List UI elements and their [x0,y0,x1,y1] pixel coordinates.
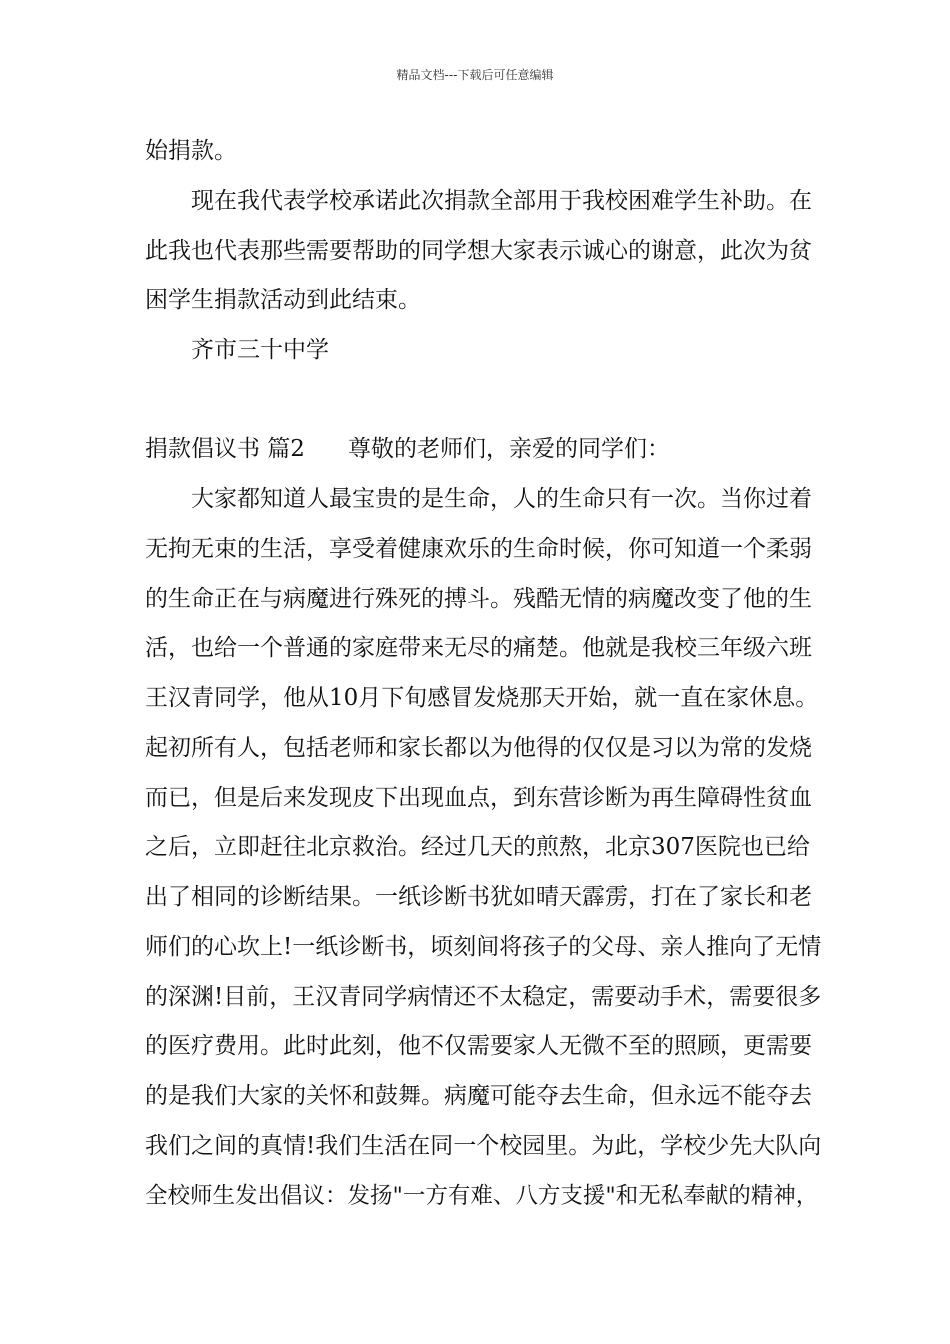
paragraph-line: 而已，但是后来发现皮下出现血点，到东营诊断为再生障碍性贫血 [145,785,812,811]
paragraph-line: 此我也代表那些需要帮助的同学想大家表示诚心的谢意，此次为贫 [145,238,812,264]
section-title: 捐款倡议书 篇2 [145,436,305,462]
paragraph-line: 师们的心坎上!一纸诊断书，顷刻间将孩子的父母、亲人推向了无情 [145,934,822,960]
paragraph-line: 起初所有人，包括老师和家长都以为他得的仅仅是习以为常的发烧 [145,735,812,761]
continuation-line: 始捐款。 [145,138,237,164]
paragraph-line: 的生命正在与病魔进行殊死的搏斗。残酷无情的病魔改变了他的生 [145,586,812,612]
paragraph-line: 出了相同的诊断结果。一纸诊断书犹如晴天霹雳，打在了家长和老 [145,884,812,910]
paragraph-line: 王汉青同学，他从10月下旬感冒发烧那天开始，就一直在家休息。 [145,685,819,711]
paragraph-line: 的医疗费用。此时此刻，他不仅需要家人无微不至的照顾，更需要 [145,1033,812,1059]
paragraph-line: 的是我们大家的关怀和鼓舞。病魔可能夺去生命，但永远不能夺去 [145,1083,812,1109]
signature: 齐市三十中学 [191,337,329,363]
paragraph-line: 我们之间的真情!我们生活在同一个校园里。为此，学校少先大队向 [145,1133,822,1159]
paragraph-line: 无拘无束的生活，享受着健康欢乐的生命时候，你可知道一个柔弱 [145,536,812,562]
paragraph-line: 困学生捐款活动到此结束。 [145,287,421,313]
greeting: 尊敬的老师们，亲爱的同学们： [348,436,670,462]
paragraph-line: 现在我代表学校承诺此次捐款全部用于我校困难学生补助。在 [191,188,812,214]
paragraph-line: 大家都知道人最宝贵的是生命，人的生命只有一次。当你过着 [191,486,812,512]
paragraph-line: 全校师生发出倡议：发扬"一方有难、八方支援"和无私奉献的精神， [145,1183,819,1209]
paragraph-line: 活，也给一个普通的家庭带来无尽的痛楚。他就是我校三年级六班 [145,635,812,661]
page-header: 精品文档---下载后可任意编辑 [396,68,554,82]
paragraph-line: 之后，立即赶往北京救治。经过几天的煎熬，北京307医院也已给 [145,834,810,860]
paragraph-line: 的深渊!目前，王汉青同学病情还不太稳定，需要动手术，需要很多 [145,984,822,1010]
